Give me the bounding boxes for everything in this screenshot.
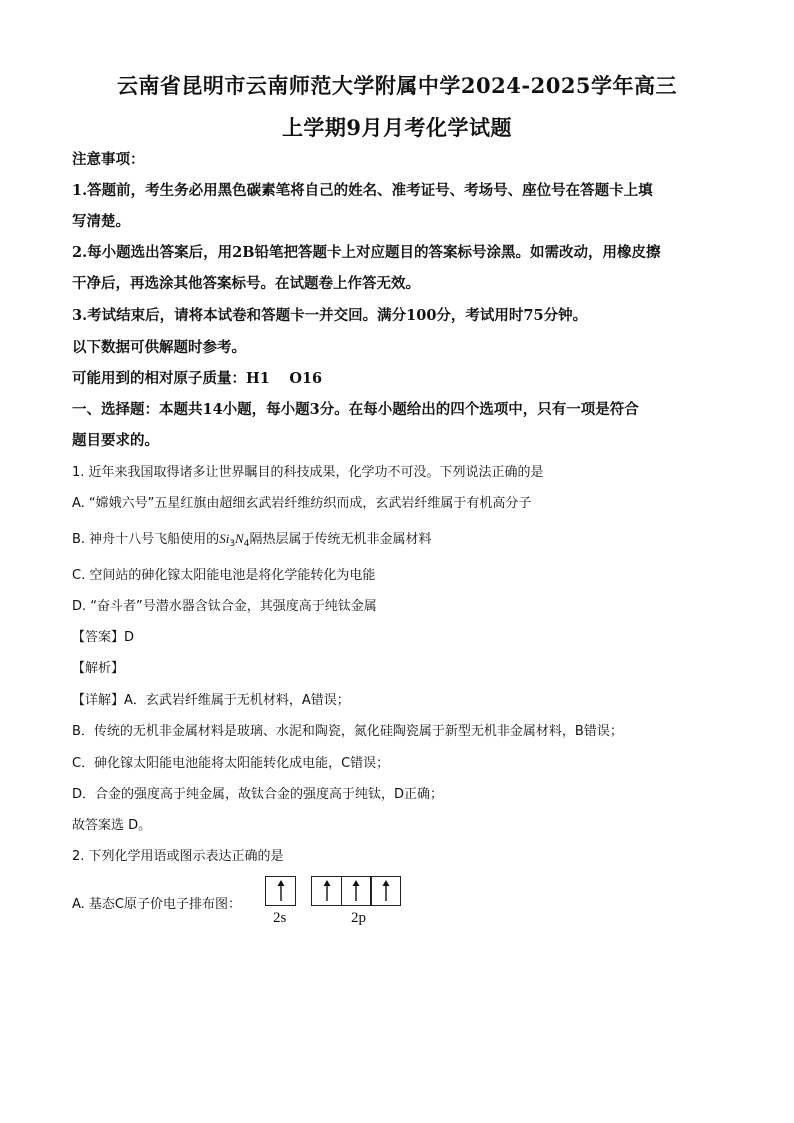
notice-item-3: 3.考试结束后，请将本试卷和答题卡一并交回。满分100分，考试用时75分钟。 [72, 307, 588, 324]
q1-stem: 1. 近年来我国取得诸多让世界瞩目的科技成果，化学功不可没。下列说法正确的是 [72, 465, 544, 480]
q1-option-d: D. “奋斗者”号潜水器含钛合金，其强度高于纯钛金属 [72, 599, 377, 614]
q1-detail-b: B．传统的无机非金属材料是玻璃、水泥和陶瓷，氮化硅陶瓷属于新型无机非金属材料，B错误； [72, 724, 623, 739]
page-title-line2: 上学期9月月考化学试题 [281, 115, 513, 140]
notice-item-1-cont: 写清楚。 [72, 213, 130, 230]
page-title-line1: 云南省昆明市云南师范大学附属中学2024-2025学年高三 [116, 73, 678, 98]
q1-detail-d: D．合金的强度高于纯金属，故钛合金的强度高于纯钛，D正确； [72, 787, 444, 802]
up-arrow-icon [351, 880, 361, 902]
orbital-label-2s: 2s [273, 910, 287, 926]
orbital-box-2p-3 [370, 876, 401, 906]
q1-option-c: C. 空间站的砷化镓太阳能电池是将化学能转化为电能 [72, 568, 376, 583]
notice-item-2: 2.每小题选出答案后，用2B铅笔把答题卡上对应题目的答案标号涂黑。如需改动，用橡皮擦 [72, 244, 661, 261]
q1-detail-a: 【详解】A．玄武岩纤维属于无机材料，A错误； [72, 693, 350, 708]
up-arrow-icon [322, 880, 332, 902]
atomic-mass: 可能用到的相对原子质量：H1 O16 [72, 370, 323, 387]
orbital-diagram [265, 876, 465, 936]
q1-option-a: A. “嫦娥六号”五星红旗由超细玄武岩纤维纺织而成，玄武岩纤维属于有机高分子 [72, 496, 532, 511]
up-arrow-icon [381, 880, 391, 902]
q1-conclusion: 故答案选 D。 [72, 818, 152, 833]
section-heading: 一、选择题：本题共14小题，每小题3分。在每小题给出的四个选项中，只有一项是符合 [72, 401, 639, 418]
orbital-box-2p-2 [341, 876, 372, 906]
q1-analysis: 【解析】 [72, 661, 125, 676]
notice-item-1: 1.答题前，考生务必用黑色碳素笔将自己的姓名、准考证号、考场号、座位号在答题卡上填 [72, 182, 653, 199]
orbital-label-2p: 2p [351, 910, 366, 926]
q1-answer: 【答案】D [72, 630, 135, 645]
notice-heading: 注意事项： [72, 151, 145, 168]
q2-option-a: A. 基态C原子价电子排布图： [72, 897, 242, 912]
q1-detail-c: C．砷化镓太阳能电池能将太阳能转化成电能，C错误； [72, 756, 390, 771]
notice-item-2-cont: 干净后，再选涂其他答案标号。在试题卷上作答无效。 [72, 275, 420, 292]
orbital-box-2p-1 [311, 876, 342, 906]
q1-option-b: B. 神舟十八号飞船使用的$Si_3N_4$隔热层属于传统无机非金属材料 [72, 531, 432, 549]
data-note: 以下数据可供解题时参考。 [72, 339, 246, 356]
section-heading-cont: 题目要求的。 [72, 432, 159, 449]
orbital-box-2s [265, 876, 296, 906]
q2-stem: 2. 下列化学用语或图示表达正确的是 [72, 849, 284, 864]
up-arrow-icon [276, 880, 286, 902]
